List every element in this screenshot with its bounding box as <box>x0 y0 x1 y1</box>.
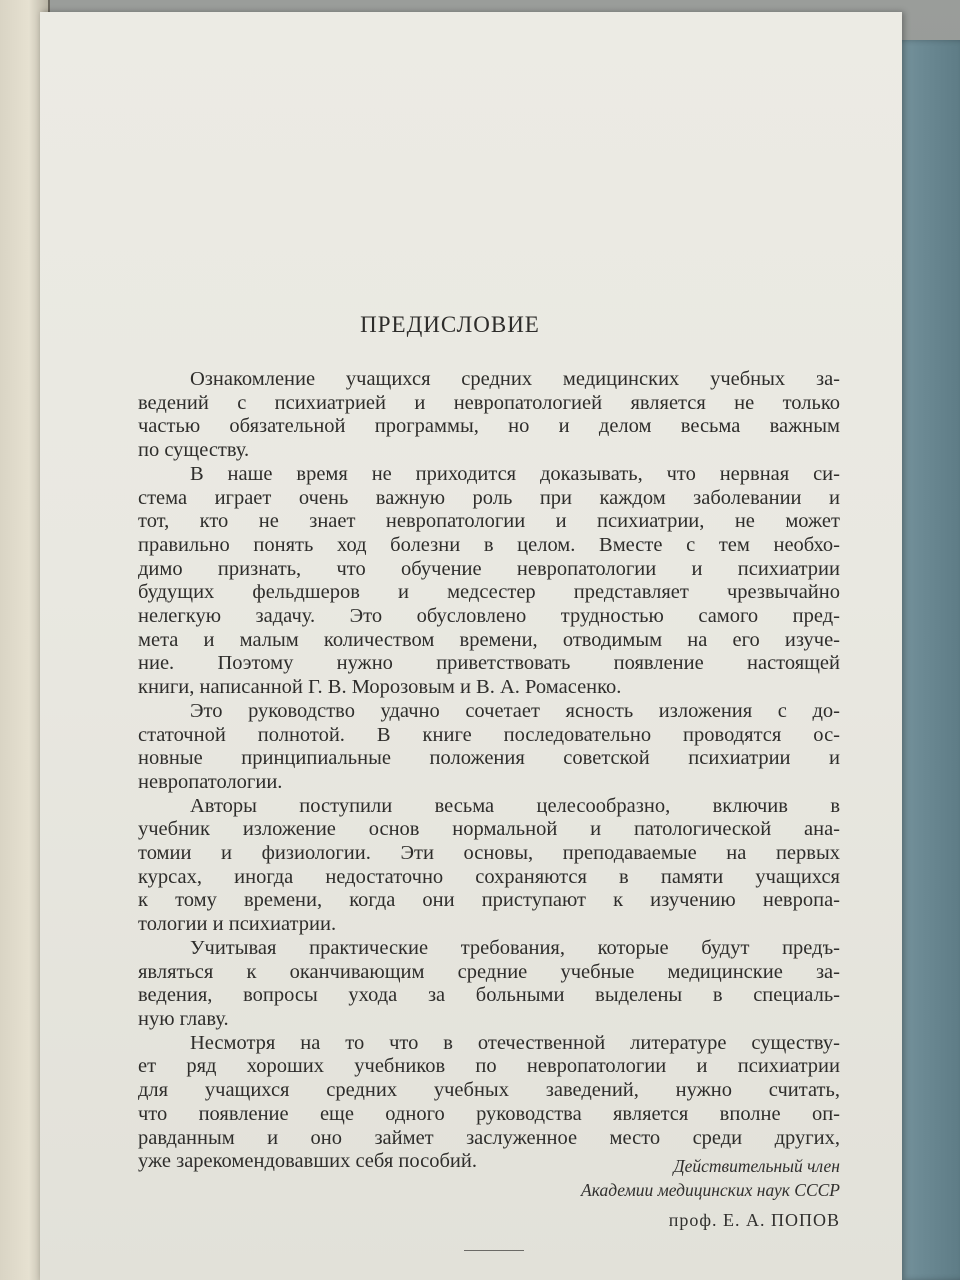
book-page <box>40 12 902 1280</box>
text-line: правильно понять ход болезни в целом. Вместе с тем необхо- <box>138 533 840 556</box>
text-line: статочной полнотой. В книге последовательно проводятся ос- <box>138 723 840 746</box>
paragraph-5 <box>138 937 840 1032</box>
text-line: тологии и психиатрии. <box>138 913 337 936</box>
text-line: ведения, вопросы ухода за больными выделены в специаль- <box>138 984 840 1007</box>
text-line: ную главу. <box>138 1007 229 1030</box>
text-line: Это руководство удачно сочетает ясность изложения с до- <box>190 699 840 722</box>
text-line: к тому времени, когда они приступают к изучению невропа- <box>138 889 840 912</box>
text-line: книги, написанной Г. В. Морозовым и В. А. Ромасенко. <box>138 676 622 699</box>
text-line: по существу. <box>138 439 250 462</box>
text-line: равданным и оно займет заслуженное место среди других, <box>138 1126 840 1149</box>
text-line: нелегкую задачу. Это обусловлено трудностью самого пред- <box>138 605 840 628</box>
text-line: учебник изложение основ нормальной и патологической ана- <box>138 818 840 841</box>
text-line: мета и малым количеством времени, отводимым на его изуче- <box>138 628 840 651</box>
text-line: для учащихся средних учебных заведений, нужно считать, <box>138 1079 840 1102</box>
signature-block <box>460 1154 840 1232</box>
text-line: будущих фельдшеров и медсестер представляет чрезвычайно <box>138 581 840 604</box>
paragraph-2 <box>138 463 840 700</box>
signature-title-line-1: Действительный член <box>673 1156 840 1176</box>
text-line: частью обязательной программы, но и делом весьма важным <box>138 415 840 438</box>
text-line: ет ряд хороших учебников по невропатологии и психиатрии <box>138 1055 840 1078</box>
text-line: тот, кто не знает невропатологии и психиатрии, не может <box>138 510 840 533</box>
paragraph-4 <box>138 795 840 937</box>
bottom-divider <box>464 1250 524 1251</box>
text-line: ние. Поэтому нужно приветствовать появление настоящей <box>138 652 840 675</box>
text-line: что появление еще одного руководства является вполне оп- <box>138 1102 840 1125</box>
text-line: Несмотря на то что в отечественной литературе существу- <box>190 1031 840 1054</box>
text-line: Ознакомление учащихся средних медицинских учебных за- <box>190 368 840 390</box>
text-line: невропатологии. <box>138 770 283 793</box>
text-line: димо признать, что обучение невропатологии и психиатрии <box>138 557 840 580</box>
text-line: Учитывая практические требования, которые будут предъ- <box>190 936 840 959</box>
text-line: Авторы поступили весьма целесообразно, включив в <box>190 794 840 817</box>
text-line: новные принципиальные положения советской психиатрии и <box>138 747 840 770</box>
text-line: курсах, иногда недостаточно сохраняются в памяти учащихся <box>138 865 840 888</box>
text-line: В наше время не приходится доказывать, что нервная си- <box>190 462 840 485</box>
signature-name: проф. Е. А. ПОПОВ <box>668 1210 840 1230</box>
text-line: являться к оканчивающим средние учебные медицинские за- <box>138 960 840 983</box>
signature-title-line-2: Академии медицинских наук СССР <box>581 1180 840 1200</box>
paragraph-1 <box>138 368 840 463</box>
text-line: томии и физиологии. Эти основы, преподаваемые на первых <box>138 842 840 865</box>
text-line: ведений с психиатрией и невропатологией является не только <box>138 391 840 414</box>
preface-body <box>138 368 840 1174</box>
text-line: уже зарекомендовавших себя пособий. <box>138 1150 477 1173</box>
text-line: стема играет очень важную роль при каждом заболевании и <box>138 486 840 509</box>
page-title: ПРЕДИСЛОВИЕ <box>360 312 540 337</box>
paragraph-6 <box>138 1032 840 1174</box>
paragraph-3 <box>138 700 840 795</box>
